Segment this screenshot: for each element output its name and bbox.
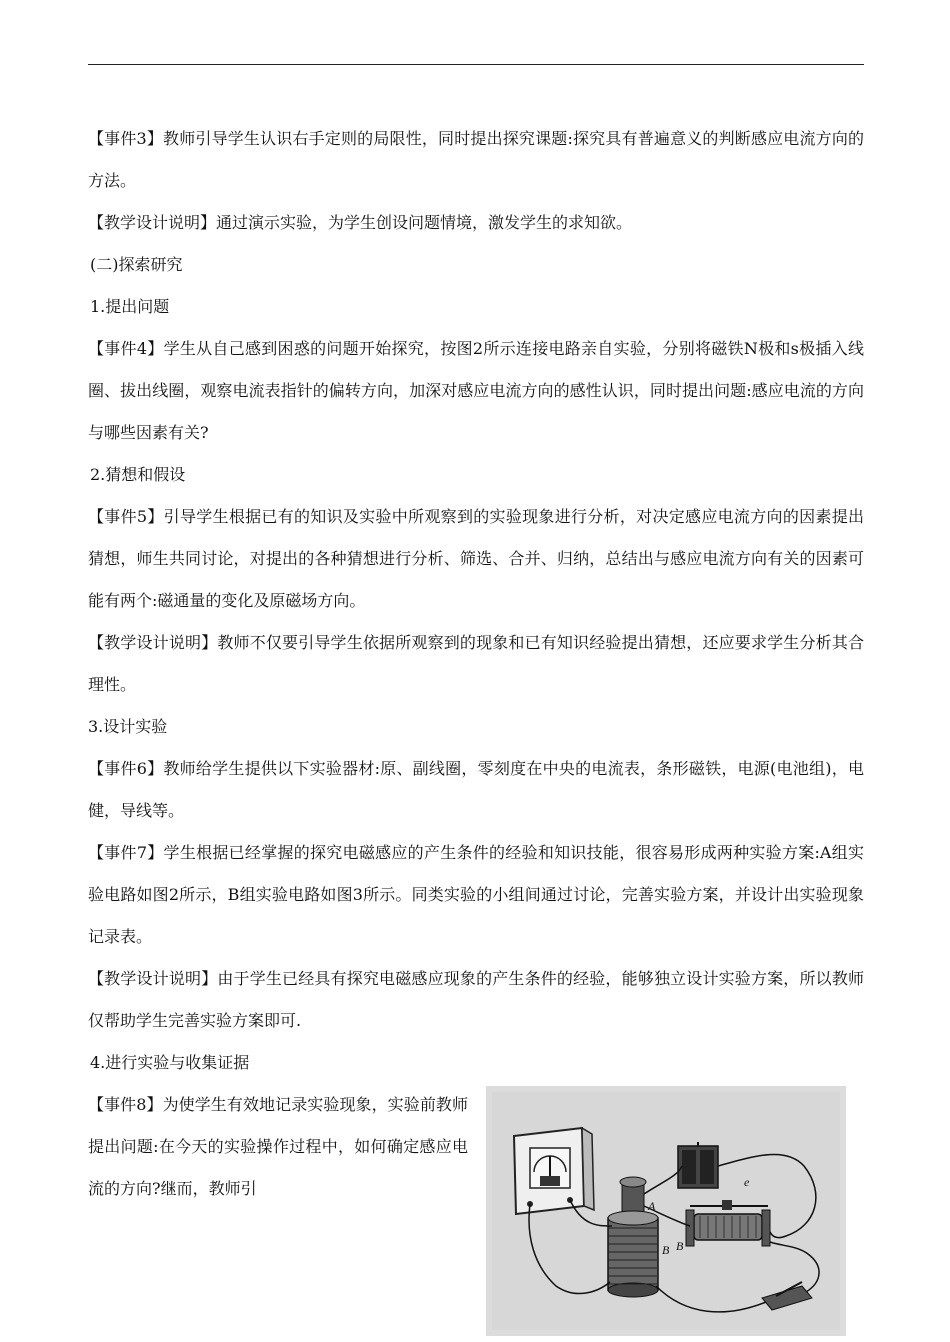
- battery: [678, 1142, 718, 1188]
- paragraph-event-7: 【事件7】学生根据已经掌握的探究电磁感应的产生条件的经验和知识技能，很容易形成两种实验方案:A组实验电路如图2所示，B组实验电路如图3所示。同类实验的小组间通过讨论，完善实验方案，并设计出实验现象记录表。: [88, 843, 864, 946]
- header-rule: [88, 64, 864, 65]
- label-rheostat: B: [676, 1239, 684, 1253]
- label-coil-b: B: [662, 1243, 670, 1257]
- circuit-illustration: [486, 1086, 846, 1336]
- paragraph-design-note-3: 【教学设计说明】由于学生已经具有探究电磁感应现象的产生条件的经验，能够独立设计实验方案，所以教师仅帮助学生完善实验方案即可.: [88, 969, 864, 1030]
- paragraph-event-8: 【事件8】为使学生有效地记录实验现象，实验前教师提出问题:在今天的实验操作过程中，如何确定感应电流的方向?继而，教师引: [88, 1095, 468, 1198]
- paragraph-event-4: 【事件4】学生从自己感到困惑的问题开始探究，按图2所示连接电路亲自实验，分别将磁铁N极和s极插入线圈、拔出线圈，观察电流表指针的偏转方向，加深对感应电流方向的感性认识，同时提出问题:感应电流的方向与哪些因素有关?: [88, 339, 864, 442]
- section-heading-explore: (二)探索研究: [90, 255, 183, 274]
- document-body: [88, 118, 864, 1210]
- label-coil-a: A: [648, 1199, 656, 1213]
- paragraph-design-note-1: 【教学设计说明】通过演示实验，为学生创设问题情境，激发学生的求知欲。: [88, 213, 633, 232]
- paragraph-design-note-2: 【教学设计说明】教师不仅要引导学生依据所观察到的现象和已有知识经验提出猜想，还应要求学生分析其合理性。: [88, 633, 864, 694]
- subheading-design-experiment: 3.设计实验: [88, 717, 168, 736]
- subheading-hypothesis: 2.猜想和假设: [90, 465, 186, 484]
- galvanometer: [514, 1128, 594, 1214]
- paragraph-event-5: 【事件5】引导学生根据已有的知识及实验中所观察到的实验现象进行分析，对决定感应电流方向的因素提出猜想，师生共同讨论，对提出的各种猜想进行分析、筛选、合并、归纳，总结出与感应电流方向有关的因素可能有两个:磁通量的变化及原磁场方向。: [88, 507, 864, 610]
- subheading-conduct-experiment: 4.进行实验与收集证据: [90, 1053, 250, 1072]
- paragraph-event-3: 【事件3】教师引导学生认识右手定则的局限性，同时提出探究课题:探究具有普遍意义的判断感应电流方向的方法。: [88, 129, 864, 190]
- label-wire-e: e: [744, 1175, 750, 1189]
- experiment-circuit-figure: [486, 1086, 846, 1336]
- subheading-ask-question: 1.提出问题: [90, 297, 170, 316]
- paragraph-event-6: 【事件6】教师给学生提供以下实验器材:原、副线圈，零刻度在中央的电流表，条形磁铁，电源(电池组)，电健，导线等。: [88, 759, 864, 820]
